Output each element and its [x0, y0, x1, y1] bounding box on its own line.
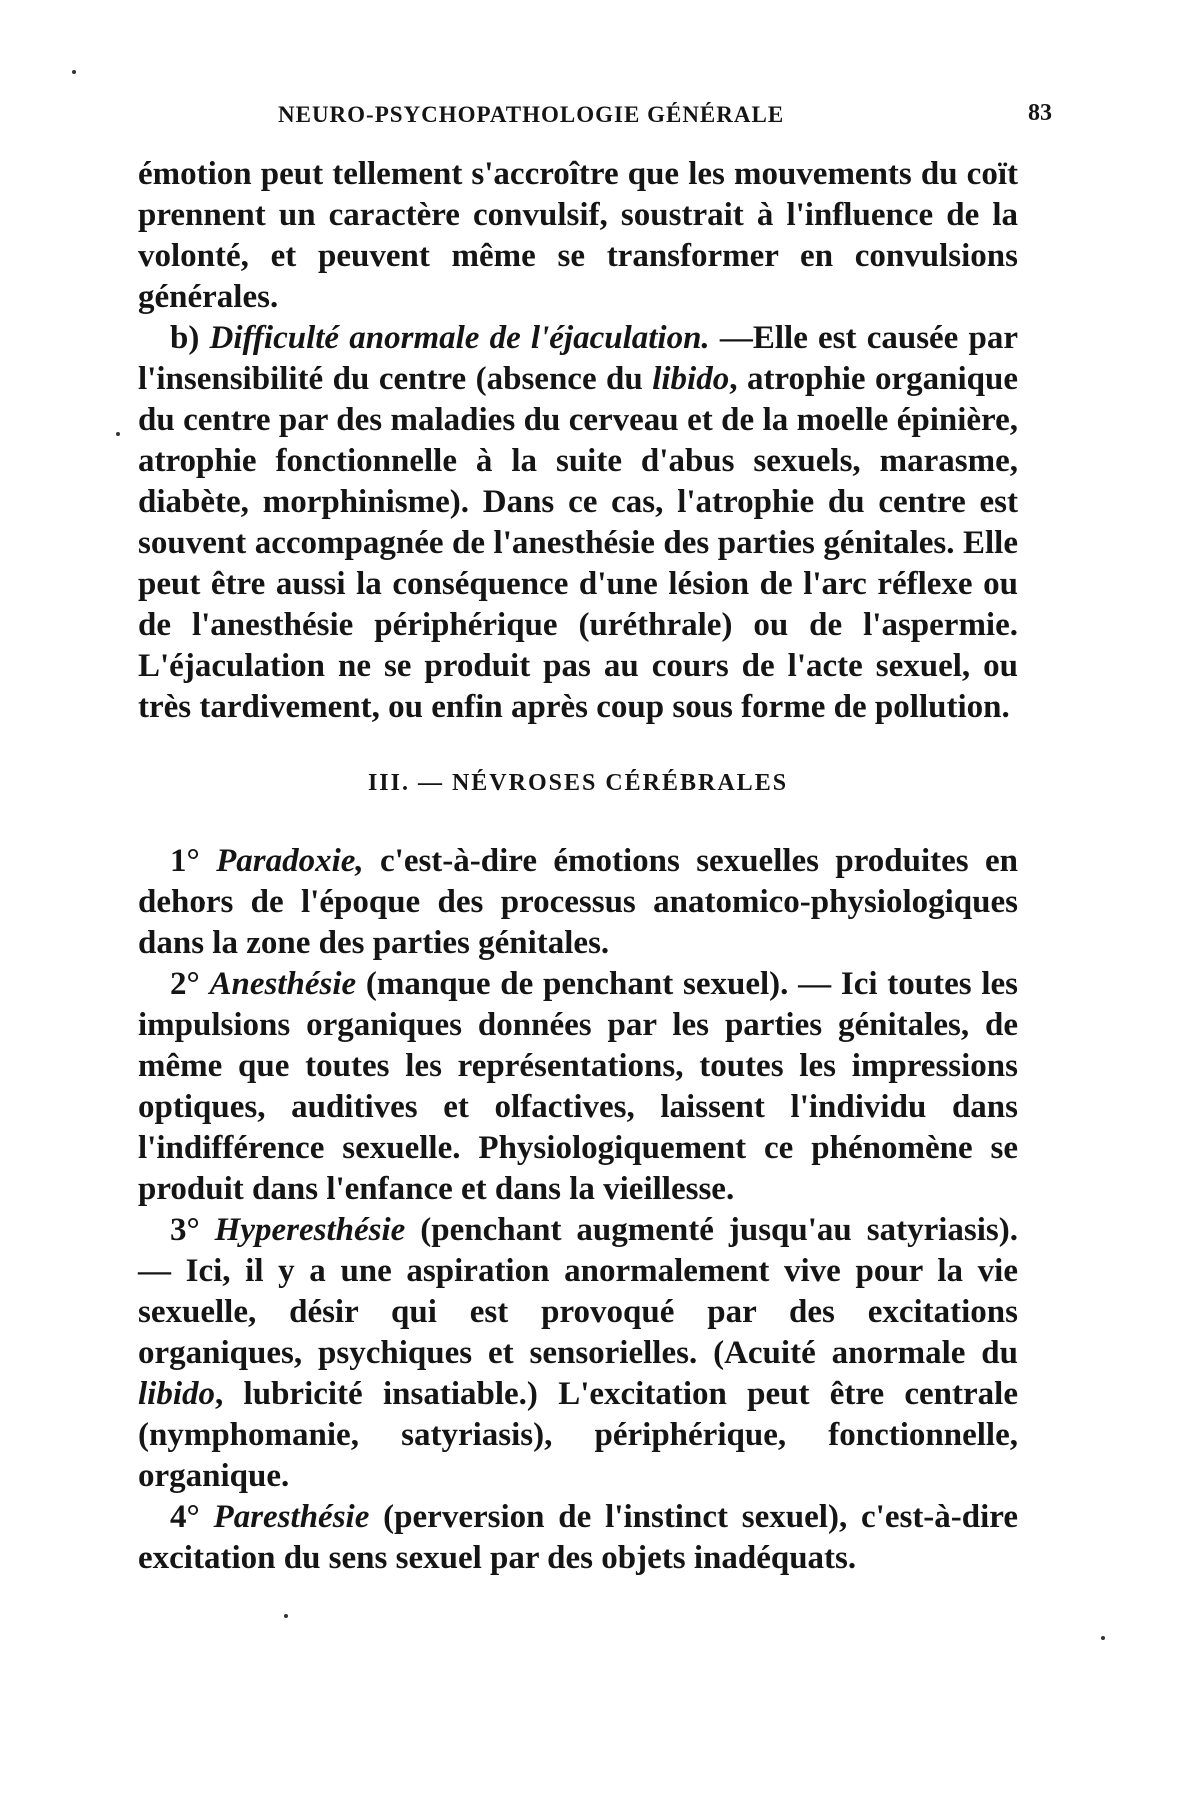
item-number: 3°: [170, 1212, 200, 1248]
list-item: [138, 841, 1018, 964]
paragraph-label: b): [170, 320, 200, 356]
item-number: 1°: [170, 843, 200, 879]
paper-speck: [116, 432, 120, 436]
item-text: (penchant augmenté jusqu'au satyriasis). — Ici, il y a une aspiration anormalement vive pour la vie sexuelle, désir qui est provoqué par des excitations organiques, psychiques et sensorielles. (Acuité anormale du: [138, 1212, 1018, 1371]
list-item: [138, 964, 1018, 1210]
paper-speck: [72, 70, 76, 74]
page-text-block: [138, 96, 1052, 1579]
paragraph-italic-term: libido: [652, 361, 730, 397]
item-term: Hyperesthésie: [214, 1212, 406, 1248]
paper-speck: [284, 1614, 288, 1618]
item-text: c'est-à-dire émotions sexuelles produites en dehors de l'époque des processus anatomico-physiologiques dans la zone des parties génitales.: [138, 843, 1018, 961]
item-italic-term: libido: [138, 1376, 216, 1412]
item-term: Paradoxie,: [216, 843, 364, 879]
page-number: 83: [1028, 100, 1052, 126]
item-text: (manque de penchant sexuel). — Ici toutes les impulsions organiques données par les parties génitales, de même que toutes les représentations, toutes les impressions optiques, auditives et olfactives, laissent l'individu dans l'indifférence sexuelle. Physiologiquement ce phénomène se produit dans l'enfance et dans la vieillesse.: [138, 966, 1018, 1207]
list-item: [138, 1497, 1018, 1579]
paragraph-text: émotion peut tellement s'accroître que les mouvements du coït prennent un caractère convulsif, soustrait à l'influence de la volonté, et peuvent même se transformer en convulsions générales.: [138, 156, 1018, 315]
paragraph: [138, 154, 1018, 318]
paragraph: [138, 318, 1018, 728]
item-term: Paresthésie: [213, 1499, 370, 1535]
item-number: 2°: [170, 966, 200, 1002]
running-head: [138, 96, 1052, 140]
paragraph-text: —Elle est causée par l'insensibilité du centre (absence du: [138, 320, 1019, 397]
item-term: Anesthésie: [209, 966, 357, 1002]
paragraph-subheading: Difficulté anormale de l'éjaculation.: [209, 320, 710, 356]
paper-speck: [1101, 1636, 1105, 1640]
running-title: NEURO-PSYCHOPATHOLOGIE GÉNÉRALE: [278, 102, 785, 127]
item-text-continued: , lubricité insatiable.) L'excitation peut être centrale (nymphomanie, satyriasis), périphérique, fonctionnelle, organique.: [138, 1376, 1018, 1494]
list-item: [138, 1210, 1018, 1497]
section-heading: III. — NÉVROSES CÉRÉBRALES: [367, 770, 789, 796]
item-number: 4°: [170, 1499, 200, 1535]
item-text: (perversion de l'instinct sexuel), c'est-à-dire excitation du sens sexuel par des objets inadéquats.: [138, 1499, 1019, 1576]
paragraph-text-continued: , atrophie organique du centre par des maladies du cerveau et de la moelle épinière, atrophie fonctionnelle à la suite d'abus sexuels, marasme, diabète, morphinisme). Dans ce cas, l'atrophie du centre est souvent accompagnée de l'anesthésie des parties génitales. Elle peut être aussi la conséquence d'une lésion de l'arc réflexe ou de l'anesthésie périphérique (uréthrale) ou de l'aspermie. L'éjaculation ne se produit pas au cours de l'acte sexuel, ou très tardivement, ou enfin après coup sous forme de pollution.: [138, 361, 1018, 725]
